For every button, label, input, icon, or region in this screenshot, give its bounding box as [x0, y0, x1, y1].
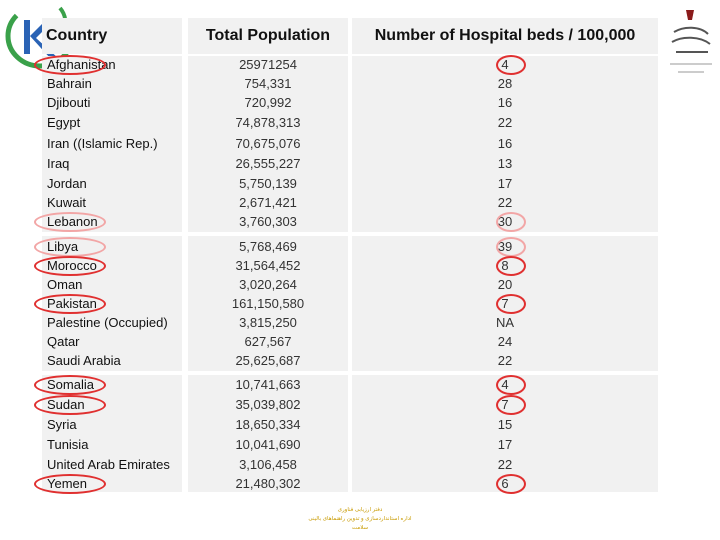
- table-row: [0, 213, 720, 231]
- table-row: [0, 456, 720, 474]
- highlight-circle-beds: [496, 474, 526, 494]
- country-cell: Djibouti: [47, 95, 91, 110]
- beds-cell: 17: [497, 437, 513, 452]
- table-row: [0, 333, 720, 351]
- table-row: [0, 94, 720, 112]
- country-cell: Yemen: [47, 476, 87, 491]
- population-cell: 754,331: [244, 76, 292, 91]
- highlight-circle-country: [34, 55, 106, 75]
- country-cell: Syria: [47, 417, 77, 432]
- beds-cell: 17: [497, 176, 513, 191]
- row-gap: [42, 371, 658, 375]
- beds-cell: 16: [497, 136, 513, 151]
- beds-cell: 20: [497, 277, 513, 292]
- country-cell: Morocco: [47, 258, 97, 273]
- population-cell: 35,039,802: [235, 397, 301, 412]
- country-cell: Oman: [47, 277, 83, 292]
- country-cell: Pakistan: [47, 296, 97, 311]
- table-row: [0, 276, 720, 294]
- country-cell: Libya: [47, 239, 79, 254]
- table-row: [0, 257, 720, 275]
- highlight-circle-beds: [496, 212, 526, 232]
- highlight-circle-country: [34, 256, 106, 276]
- footer-line: سلامت: [351, 525, 369, 531]
- beds-cell: 22: [497, 195, 513, 210]
- country-cell: Kuwait: [47, 195, 87, 210]
- population-cell: 25971254: [239, 57, 297, 72]
- table-row: [0, 155, 720, 173]
- table-row: [0, 352, 720, 370]
- country-cell: Tunisia: [47, 437, 89, 452]
- table-row: [0, 376, 720, 394]
- country-cell: Sudan: [47, 397, 85, 412]
- population-cell: 161,150,580: [231, 296, 305, 311]
- country-cell: Jordan: [47, 176, 87, 191]
- beds-cell: 7: [501, 397, 509, 412]
- beds-cell: 15: [497, 417, 513, 432]
- population-cell: 627,567: [244, 334, 292, 349]
- highlight-circle-beds: [496, 256, 526, 276]
- population-cell: 25,625,687: [235, 353, 301, 368]
- highlight-circle-country: [34, 474, 106, 494]
- table-row: [0, 436, 720, 454]
- highlight-circle-beds: [496, 55, 526, 75]
- header-country: Country: [42, 18, 182, 54]
- table-row: [0, 194, 720, 212]
- highlight-circle-beds: [496, 375, 526, 395]
- population-cell: 18,650,334: [235, 417, 301, 432]
- population-cell: 70,675,076: [235, 136, 301, 151]
- table-row: [0, 135, 720, 153]
- highlight-circle-country: [34, 212, 106, 232]
- country-cell: Lebanon: [47, 214, 98, 229]
- country-cell: Iraq: [47, 156, 70, 171]
- beds-cell: 22: [497, 115, 513, 130]
- country-cell: Saudi Arabia: [47, 353, 121, 368]
- highlight-circle-country: [34, 237, 106, 257]
- country-cell: Palestine (Occupied): [47, 315, 168, 330]
- country-cell: Bahrain: [47, 76, 92, 91]
- table-row: [0, 56, 720, 74]
- row-gap: [42, 232, 658, 236]
- population-cell: 10,041,690: [235, 437, 301, 452]
- highlight-circle-country: [34, 375, 106, 395]
- population-cell: 3,106,458: [239, 457, 297, 472]
- beds-cell: 28: [497, 76, 513, 91]
- population-cell: 10,741,663: [235, 377, 301, 392]
- highlight-circle-beds: [496, 237, 526, 257]
- table-row: [0, 114, 720, 132]
- table-row: [0, 416, 720, 434]
- highlight-circle-beds: [496, 294, 526, 314]
- population-cell: 5,750,139: [239, 176, 297, 191]
- highlight-circle-country: [34, 395, 106, 415]
- country-cell: Egypt: [47, 115, 81, 130]
- beds-cell: 4: [501, 377, 509, 392]
- population-cell: 5,768,469: [239, 239, 297, 254]
- country-cell: United Arab Emirates: [47, 457, 170, 472]
- beds-cell: 8: [501, 258, 509, 273]
- country-cell: Somalia: [47, 377, 94, 392]
- country-cell: Iran ((Islamic Rep.): [47, 136, 158, 151]
- footer-text: [290, 506, 430, 533]
- table-row: [0, 238, 720, 256]
- beds-cell: NA: [495, 315, 515, 330]
- country-cell: Qatar: [47, 334, 80, 349]
- beds-cell: 13: [497, 156, 513, 171]
- beds-cell: 6: [501, 476, 509, 491]
- footer-line: اداره استانداردسازی و تدوین راهنماهای بالینی: [308, 516, 412, 522]
- population-cell: 26,555,227: [235, 156, 301, 171]
- beds-cell: 30: [497, 214, 513, 229]
- table-row: [0, 295, 720, 313]
- beds-cell: 39: [497, 239, 513, 254]
- population-cell: 74,878,313: [235, 115, 301, 130]
- header-hospital-beds: Number of Hospital beds / 100,000: [352, 18, 658, 54]
- highlight-circle-beds: [496, 395, 526, 415]
- beds-cell: 22: [497, 353, 513, 368]
- highlight-circle-country: [34, 294, 106, 314]
- beds-cell: 16: [497, 95, 513, 110]
- footer-line: دفتر ارزیابی فناوری: [337, 507, 383, 513]
- country-cell: Afghanistan: [47, 57, 116, 72]
- beds-cell: 24: [497, 334, 513, 349]
- population-cell: 3,020,264: [239, 277, 297, 292]
- population-cell: 3,815,250: [239, 315, 297, 330]
- table-row: [0, 175, 720, 193]
- beds-cell: 4: [501, 57, 509, 72]
- table-row: [0, 475, 720, 493]
- table-row: [0, 396, 720, 414]
- population-cell: 2,671,421: [239, 195, 297, 210]
- population-cell: 21,480,302: [235, 476, 301, 491]
- population-cell: 31,564,452: [235, 258, 301, 273]
- beds-cell: 22: [497, 457, 513, 472]
- table-row: [0, 75, 720, 93]
- beds-cell: 7: [501, 296, 509, 311]
- table-row: [0, 314, 720, 332]
- population-cell: 3,760,303: [239, 214, 297, 229]
- population-cell: 720,992: [244, 95, 292, 110]
- header-total-population: Total Population: [188, 18, 348, 54]
